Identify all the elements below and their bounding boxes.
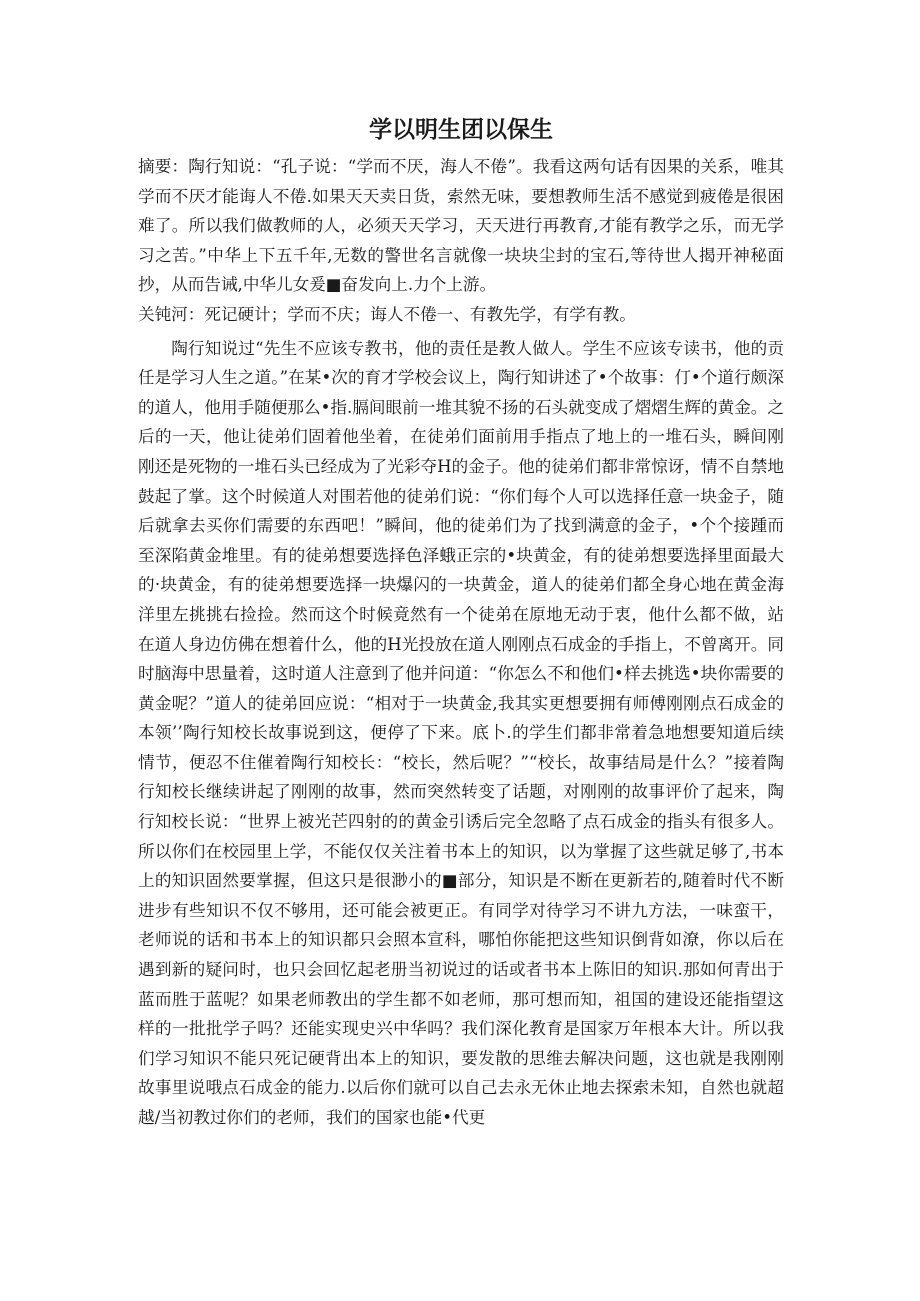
body-paragraph: 陶行知说过“先生不应该专教书，他的责任是教人做人。学生不应该专读书，他的贡任是学习人生之道。”在某•次的育才学校会议上，陶行知讲述了•个故事：仃•个道行颇深的道人，他用手随便那么•指.膈间眼前一堆其貌不扬的石头就变成了熠熠生辉的黄金。之后的一天，他让徒弟们固着他坐着，在徒弟们面前用手指点了地上的一堆石头，瞬间刚刚还是死物的一堆石头已经成为了光彩夺H的金子。他的徒弟们都非常惊讶，情不自禁地鼓起了掌。这个时候道人对围若他的徒弟们说：“你们每个人可以选择任意一块金子，随后就拿去买你们需要的东西吧！”瞬间，他的徒弟们为了找到满意的金子，•个个接踵而至深陷黄金堆里。有的徒弟想要选择色泽蛾正宗的•块黄金，有的徒弟想要选择里面最大的·块黄金，有的徒弟想要选择一块爆闪的一块黄金，道人的徒弟们都全身心地在黄金海洋里左挑挑右捡捡。然而这个时候竟然有一个徒弟在原地无动于衷，他什么都不做，站在道人身边仿佛在想着什么，他的H光投放在道人刚刚点石成金的手指上，不曾离开。同时脑海中思量着，这时道人注意到了他并问道：“你怎么不和他们•样去挑选•块你需要的黄金呢？”道人的徒弟回应说：“相对于一块黄金,我其实更想要拥有师傅刚刚点石成金的本领’’陶行知校长故事说到这，便停了下来。底卜.的学生们都非常着急地想要知道后续情节，便忍不住催着陶行知校长：“校长，然后呢？”“校长，故事结局是什么？”接着陶行知校长继续讲起了刚刚的故事，然而突然转变了话题，对刚刚的故事评价了起来，陶行知校长说：“世界上被光芒四射的的黄金引诱后完全忽略了点石成金的指头有很多人。所以你们在校园里上学，不能仅仅关注着书本上的知识，以为掌握了这些就足够了,书本上的知识固然要掌握，但这只是很渺小的■部分，知识是不断在更新若的,随着时代不断进步有些知识不仅不够用，还可能会被更正。有同学对待学习不讲九方法，一味蛮干，老师说的话和书本上的知识都只会照本宣科，哪怕你能把这些知识倒背如潦，你以后在遇到新的疑问时，也只会回忆起老册当初说过的话或者书本上陈旧的知识.那如何青出于蓝而胜于蓝呢？如果老师教出的学生都不如老师，那可想而知，祖国的建设还能指望这样的一批批学子吗？还能实现史兴中华吗？我们深化教育是国家万年根本大计。所以我们学习知识不能只死记硬背出本上的知识，要发散的思维去解决问题，这也就是我刚刚故事里说哦点石成金的能力.以后你们就可以自己去永无休止地去探索未知，自然也就超越/当初教过你们的老师，我们的国家也能•代更: [138, 338, 784, 1127]
document-page: [138, 112, 784, 1133]
keywords-paragraph: 关钝河：死记硬计；学而不庆；诲人不倦一、有教先学，有学有教。: [138, 304, 636, 324]
abstract-paragraph: 摘要：陶行知说：“孔子说：“学而不厌，海人不倦”。我看这两句话有因果的关系，唯其学而不厌才能诲人不倦.如果天天卖日货，索然无味，要想教师生活不感觉到疲倦是很困难了。所以我们做教师的人，必须天天学习，天天进行再教育,才能有教学之乐，而无学习之苦。”中华上下五千年,无数的警世名言就像一块块尘封的宝石,等待世人揭开神秘面抄，从而告诫,中华儿女爰■奋发向上.力个上游。: [138, 157, 784, 295]
document-title: 学以明生团以保生: [369, 117, 553, 143]
